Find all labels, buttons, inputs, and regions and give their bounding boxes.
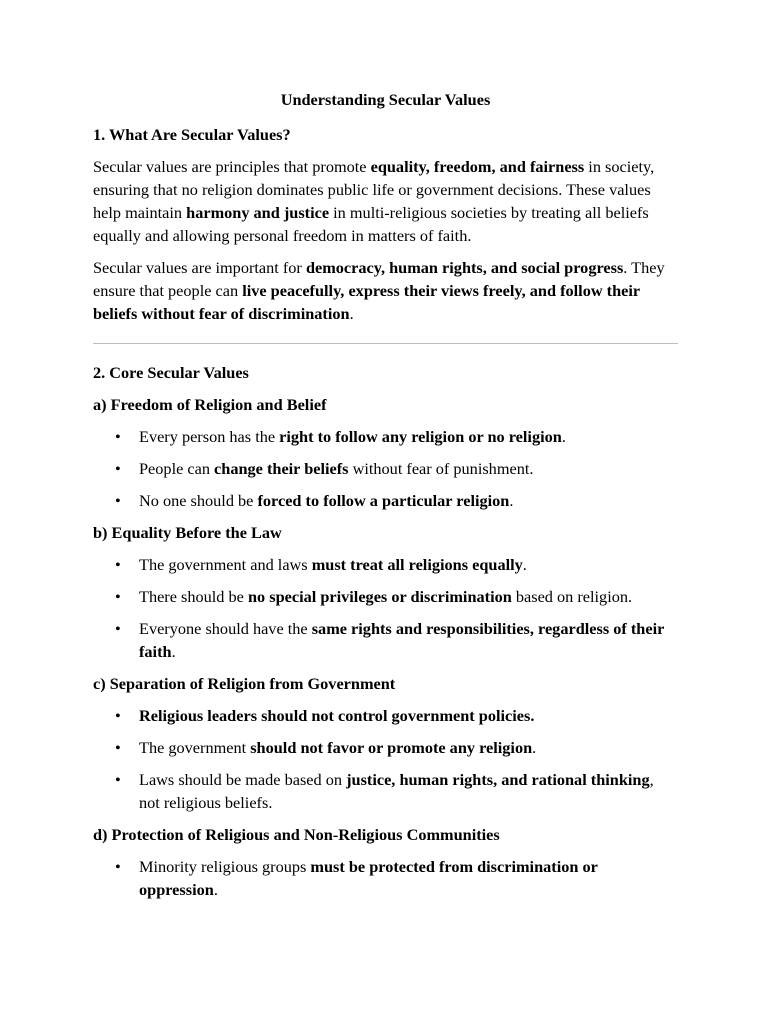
text-run: without fear of punishment. (348, 459, 534, 478)
section-2-heading: 2. Core Secular Values (93, 363, 249, 382)
bold-run: Religious leaders should not control government policies. (139, 706, 535, 725)
section-1-paragraph-1 (93, 155, 678, 247)
text-run: . (561, 427, 566, 446)
text-run: The government (139, 738, 251, 757)
text-run: . (213, 880, 218, 899)
bullet-icon: • (115, 738, 121, 757)
list-item (93, 768, 678, 814)
bold-run: must treat all religions equally (311, 555, 523, 574)
list-item (93, 617, 678, 663)
subsection-c-heading: c) Separation of Religion from Government (93, 674, 396, 693)
text-run: in society, ensuring that no religion dominates public life or government decisions. These values help maintain (93, 157, 655, 222)
text-run: People can (139, 459, 215, 478)
bold-run: should not favor or promote any religion (250, 738, 533, 757)
bold-run: justice, human rights, and rational thinking (346, 770, 650, 789)
text-run: Laws should be made based on (139, 770, 347, 789)
text-run: in multi-religious societies by treating all beliefs equally and allowing personal freedom in matters of faith. (93, 203, 649, 245)
bullet-icon: • (115, 857, 121, 876)
subsection-b-heading: b) Equality Before the Law (93, 523, 282, 542)
bold-run: same rights and responsibilities, regardless of their faith (139, 619, 665, 661)
subsection-a-list (93, 425, 678, 512)
bold-run: forced to follow a particular religion (257, 491, 510, 510)
text-run: . (522, 555, 527, 574)
bold-run: democracy, human rights, and social progress (305, 258, 624, 277)
bold-run: must be protected from discrimination or oppression (139, 857, 598, 899)
list-item (93, 585, 678, 608)
bullet-icon: • (115, 555, 121, 574)
text-run: . They ensure that people can (93, 258, 665, 300)
text-run: Secular values are principles that promote (93, 157, 371, 176)
text-run: based on religion. (511, 587, 633, 606)
document-title: Understanding Secular Values (280, 90, 491, 109)
list-item (93, 489, 678, 512)
text-run: No one should be (139, 491, 258, 510)
bullet-icon: • (115, 770, 121, 789)
bold-run: equality, freedom, and fairness (370, 157, 585, 176)
list-item (93, 553, 678, 576)
section-1-paragraph-2 (93, 256, 678, 325)
subsection-c-list (93, 704, 678, 814)
list-item (93, 736, 678, 759)
bullet-icon: • (115, 706, 121, 725)
bullet-icon: • (115, 587, 121, 606)
text-run: , not religious beliefs. (139, 770, 654, 812)
text-run: . (509, 491, 514, 510)
subsection-b-list (93, 553, 678, 663)
list-item (93, 457, 678, 480)
bold-run: harmony and justice (186, 203, 330, 222)
list-item (93, 704, 678, 727)
subsection-d-heading: d) Protection of Religious and Non-Religious Communities (93, 825, 500, 844)
text-run: The government and laws (139, 555, 312, 574)
section-1-heading: 1. What Are Secular Values? (93, 125, 291, 144)
text-run: There should be (139, 587, 248, 606)
subsection-d-list (93, 855, 678, 901)
subsection-a-heading: a) Freedom of Religion and Belief (93, 395, 327, 414)
text-run: Minority religious groups (139, 857, 311, 876)
bullet-icon: • (115, 491, 121, 510)
document-content (93, 88, 678, 910)
list-item (93, 425, 678, 448)
text-run: . (171, 642, 176, 661)
horizontal-divider (93, 343, 678, 344)
text-run: Everyone should have the (139, 619, 312, 638)
bold-run: change their beliefs (214, 459, 349, 478)
text-run: . (349, 304, 354, 323)
bullet-icon: • (115, 459, 121, 478)
text-run: . (532, 738, 537, 757)
text-run: Every person has the (139, 427, 280, 446)
bold-run: right to follow any religion or no religion (279, 427, 562, 446)
bold-run: live peacefully, express their views freely, and follow their beliefs without fear of discrimination (93, 281, 640, 323)
bullet-icon: • (115, 427, 121, 446)
text-run: Secular values are important for (93, 258, 306, 277)
bullet-icon: • (115, 619, 121, 638)
list-item (93, 855, 678, 901)
bold-run: no special privileges or discrimination (247, 587, 512, 606)
